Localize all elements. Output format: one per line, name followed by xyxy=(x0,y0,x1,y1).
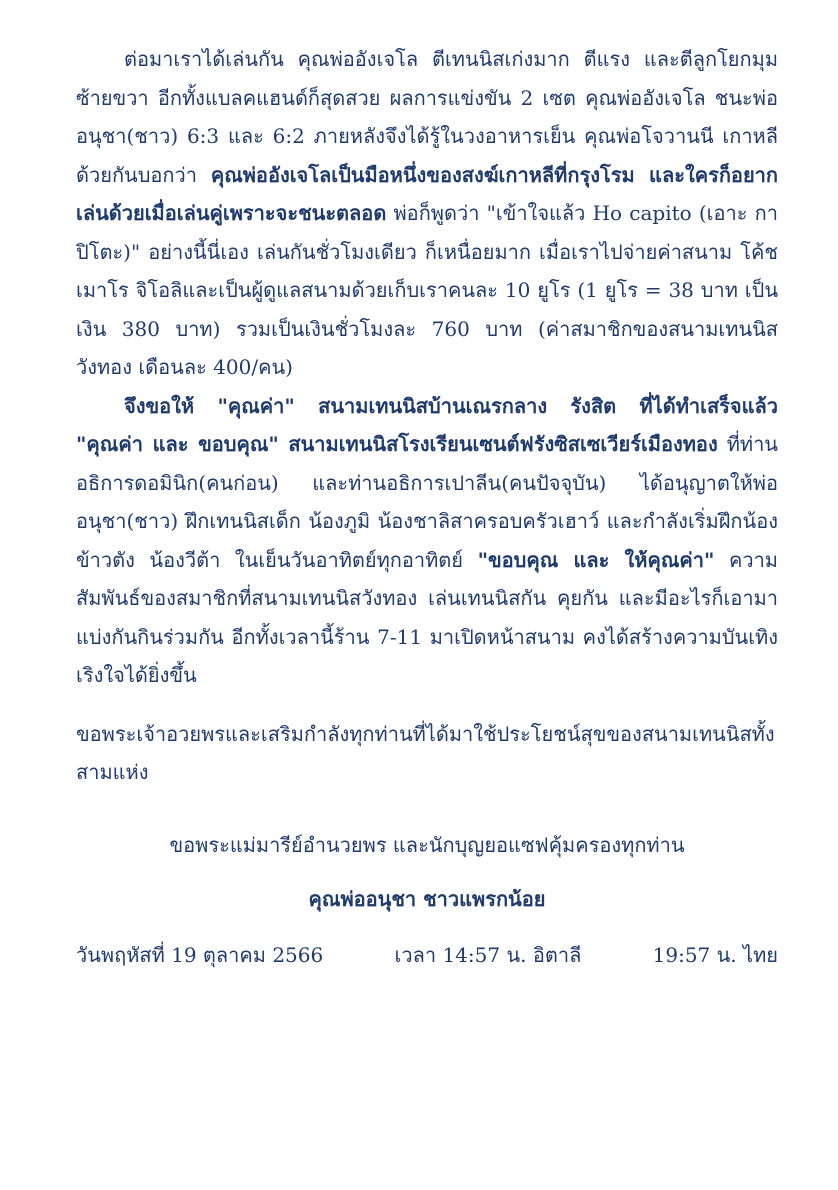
author-signature: คุณพ่ออนุชา ชาวแพรกน้อย xyxy=(308,886,546,911)
paragraph-text: ต่อมาเราได้เล่นกัน คุณพ่ออังเจโล ตีเทนนิสเก่งมาก ตีแรง และตีลูกโยกมุมซ้ายขวา อีกทั้งแบลคแฮนด์ก็สุดสวย ผลการแข่งขัน 2 เซต คุณพ่ออังเจโล ชนะพ่ออนุชา(ชาว) 6:3 และ 6:2 ภายหลังจึงได้รู้ในวงอาหารเย็น คุณพ่อโจวานนี เกาหลีด้วยกันบอกว่า xyxy=(76,47,778,187)
time-italy-text: เวลา 14:57 น. อิตาลี xyxy=(394,942,582,967)
paragraph-bold-text: คุณพ่ออังเจโลเป็นมือหนึ่งของสงฆ์เกาหลีที่กรุงโรม และใครก็อยากเล่นด้วยเมื่อเล่นคู่เพราะจะชนะตลอด xyxy=(76,162,779,225)
paragraph-tennis-courts xyxy=(76,387,778,695)
blessing-line: ขอพระแม่มารีย์อำนวยพร และนักบุญยอแซฟคุ้มครองทุกท่าน xyxy=(169,832,685,857)
paragraph-bold-text: "ขอบคุณ และ ให้คุณค่า" xyxy=(477,547,715,572)
paragraph-text: ความสัมพันธ์ของสมาชิกที่สนามเทนนิสวังทอง เล่นเทนนิสกัน คุยกัน และมีอะไรก็เอามาแบ่งกันกินร่วมกัน อีกทั้งเวลานี้ร้าน 7-11 มาเปิดหน้าสนาม คงได้สร้างความบันเทิงเริงใจได้ยิ่งขึ้น xyxy=(76,547,778,687)
paragraph-tennis-match xyxy=(76,40,778,387)
paragraph-text: พ่อก็พูดว่า "เข้าใจแล้ว Ho capito (เอาะ กาปิโตะ)" อย่างนี้นี่เอง เล่นกันชั่วโมงเดียว ก็เหนื่อยมาก เมื่อเราไปจ่ายค่าสนาม โค้ชเมาโร จิโอลิและเป็นผู้ดูแลสนามด้วยเก็บเราคนละ 10 ยูโร (1 ยูโร = 38 บาท เป็นเงิน 380 บาท) รวมเป็นเงินชั่วโมงละ 760 บาท (ค่าสมาชิกของสนามเทนนิสวังทอง เดือนละ 400/คน) xyxy=(76,201,778,379)
date-text: วันพฤหัสที่ 19 ตุลาคม 2566 xyxy=(76,942,324,967)
paragraph-bold-text: จึงขอให้ "คุณค่า" สนามเทนนิสบ้านเณรกลาง รังสิต ที่ได้ทำเสร็จแล้ว "คุณค่า และ ขอบคุณ" สนามเทนนิสโรงเรียนเซนต์ฟรังซิสเซเวียร์เมืองทอง xyxy=(76,393,778,456)
dateline xyxy=(76,936,778,974)
document-page xyxy=(76,40,778,974)
time-thai-text: 19:57 น. ไทย xyxy=(652,942,778,967)
paragraph-blessing-users: ขอพระเจ้าอวยพรและเสริมกำลังทุกท่านที่ได้มาใช้ประโยชน์สุขของสนามเทนนิสทั้งสามแห่ง xyxy=(76,721,775,784)
paragraph-text: ที่ท่านอธิการดอมินิก(คนก่อน) และท่านอธิการเปาลีน(คนปัจจุบัน) ได้อนุญาตให้พ่ออนุชา(ชาว) ฝึกเทนนิสเด็ก น้องภูมิ น้องชาลิสาครอบครัวเฮาว์ และกำลังเริ่มฝึกน้องข้าวตัง น้องวีต้า ในเย็นวันอาทิตย์ทุกอาทิตย์ xyxy=(76,432,778,572)
